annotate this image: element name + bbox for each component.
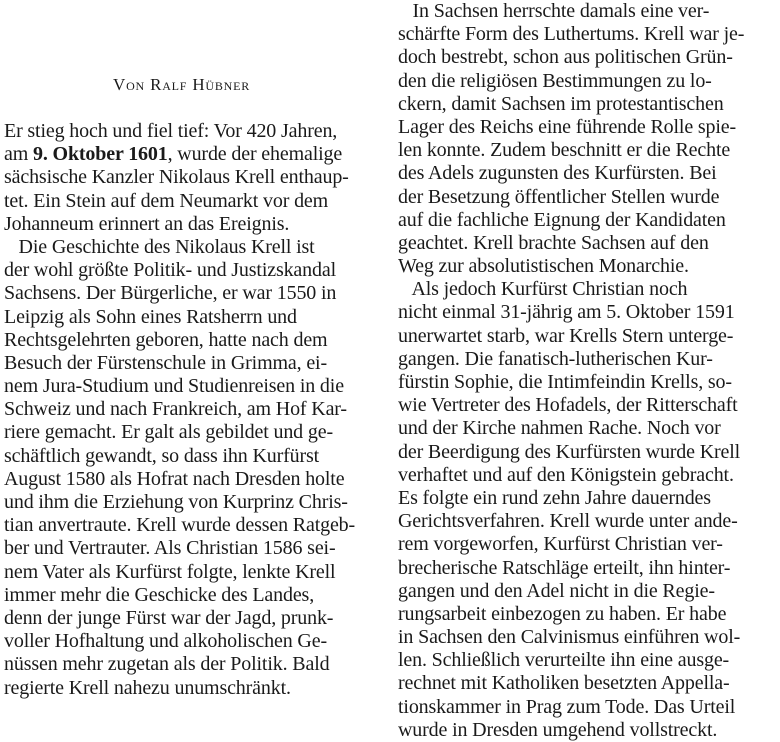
text-line: verhaftet und auf den Königstein gebracht.: [398, 463, 734, 486]
text-line: brecherische Ratschläge erteilt, ihn hinter-: [398, 556, 731, 579]
text-line: gangen und den Adel nicht in die Regie-: [398, 579, 715, 602]
text-line: sächsische Kanzler Nikolaus Krell enthaup-: [4, 166, 349, 189]
text-line: wurde in Dresden umgehend vollstreckt.: [398, 718, 718, 741]
text-line: schärfte Form des Luthertums. Krell war je-: [398, 23, 745, 46]
text-line: tian anvertraute. Krell wurde dessen Ratgeb-: [4, 514, 356, 537]
text-line: Lager des Reichs eine führende Rolle spie-: [398, 115, 737, 138]
text-line: riere gemacht. Er galt als gebildet und ge-: [4, 421, 333, 444]
text-line: len konnte. Zudem beschnitt er die Rechte: [398, 139, 731, 162]
text-line: nüssen mehr zugetan als der Politik. Bald: [4, 653, 330, 676]
text-line: Es folgte ein rund zehn Jahre dauerndes: [398, 486, 711, 509]
text-line: den die religiösen Bestimmungen zu lo-: [398, 69, 712, 92]
text-line: tet. Ein Stein auf dem Neumarkt vor dem: [4, 189, 329, 212]
text-line: August 1580 als Hofrat nach Dresden holte: [4, 467, 345, 490]
text-line: und der Kirche nahmen Rache. Noch vor: [398, 417, 721, 440]
text-line: Gerichtsverfahren. Krell wurde unter ande-: [398, 510, 738, 533]
byline: [113, 75, 250, 95]
text-line: denn der junge Fürst war der Jagd, prunk-: [4, 606, 334, 629]
text-line: immer mehr die Geschicke des Landes,: [4, 583, 315, 606]
text-line: voller Hofhaltung und alkoholischen Ge-: [4, 630, 327, 653]
text-line: fürstin Sophie, die Intimfeindin Krells, so-: [398, 371, 732, 393]
text-line: gangen. Die fanatisch-lutherischen Kur-: [398, 347, 713, 370]
left-column-body: [4, 120, 355, 700]
text-line: nem Vater als Kurfürst folgte, lenkte Krell: [4, 560, 336, 583]
text-line: nicht einmal 31-jährig am 5. Oktober 1591: [398, 301, 735, 324]
text-line: des Adels zugunsten des Kurfürsten. Bei: [398, 162, 717, 185]
text-line: tionskammer in Prag zum Tode. Das Urteil: [398, 695, 736, 718]
text-line: rungsarbeit einbezogen zu haben. Er habe: [398, 602, 727, 625]
text-line: Als jedoch Kurfürst Christian noch: [398, 278, 688, 301]
text-line: Leipzig als Sohn eines Ratsherrn und: [4, 305, 297, 328]
text-line: len. Schließlich verurteilte ihn eine ausge-: [398, 649, 730, 672]
execution-date: 9. Oktober 1601: [32, 143, 168, 166]
text-line: Schweiz und nach Frankreich, am Hof Kar-: [4, 398, 347, 421]
text-line: rechnet mit Katholiken besetzten Appella-: [398, 672, 730, 695]
text-line: schäftlich gewandt, so dass ihn Kurfürst: [4, 444, 320, 467]
text-line: Er stieg hoch und fiel tief: Vor 420 Jahren,: [4, 120, 338, 142]
text-line: Weg zur absolutistischen Monarchie.: [398, 255, 689, 278]
text-line: geachtet. Krell brachte Sachsen auf den: [398, 231, 709, 254]
text-line: rem vorgeworfen, Kurfürst Christian ver-: [398, 533, 723, 556]
text-line: Sachsens. Der Bürgerliche, er war 1550 in: [4, 282, 337, 305]
right-column: [398, 0, 778, 742]
text-line: ber und Vertrauter. Als Christian 1586 sei-: [4, 537, 336, 560]
text-line: der Besetzung öffentlicher Stellen wurde: [398, 185, 720, 208]
text-line: wie Vertreter des Hofadels, der Ritterschaft: [398, 394, 738, 417]
text-line: In Sachsen herrschte damals eine ver-: [398, 0, 710, 22]
text-line: doch bestrebt, schon aus politischen Grün-: [398, 46, 733, 69]
text-line: der Beerdigung des Kurfürsten wurde Krell: [398, 440, 741, 463]
byline-prefix: Von: [113, 75, 151, 94]
text-line: Johanneum erinnert an das Ereignis.: [4, 212, 290, 235]
left-column-lines: [4, 166, 355, 699]
text-line: der wohl größte Politik- und Justizskandal: [4, 259, 336, 282]
text-line: Rechtsgelehrten geboren, hatte nach dem: [4, 328, 328, 351]
text-line-with-date: [4, 143, 355, 166]
right-column-lines: [398, 0, 778, 742]
text-line: unerwartet starb, war Krells Stern unterge-: [398, 324, 734, 347]
text-line: in Sachsen den Calvinismus einführen wol-: [398, 626, 741, 649]
line-suffix: , wurde der ehemalige: [167, 143, 343, 166]
text-line: auf die fachliche Eignung der Kandidaten: [398, 208, 726, 231]
text-line: nem Jura-Studium und Studienreisen in die: [4, 375, 344, 398]
text-line: Besuch der Fürstenschule in Grimma, ei-: [4, 351, 327, 374]
byline-author: Ralf Hübner: [150, 75, 251, 94]
text-line: ckern, damit Sachsen im protestantischen: [398, 92, 724, 115]
text-line: regierte Krell nahezu unumschränkt.: [4, 676, 291, 699]
line-prefix: am: [4, 143, 33, 166]
text-line: und ihm die Erziehung von Kurprinz Chris-: [4, 491, 348, 513]
text-line: Die Geschichte des Nikolaus Krell ist: [4, 235, 315, 258]
